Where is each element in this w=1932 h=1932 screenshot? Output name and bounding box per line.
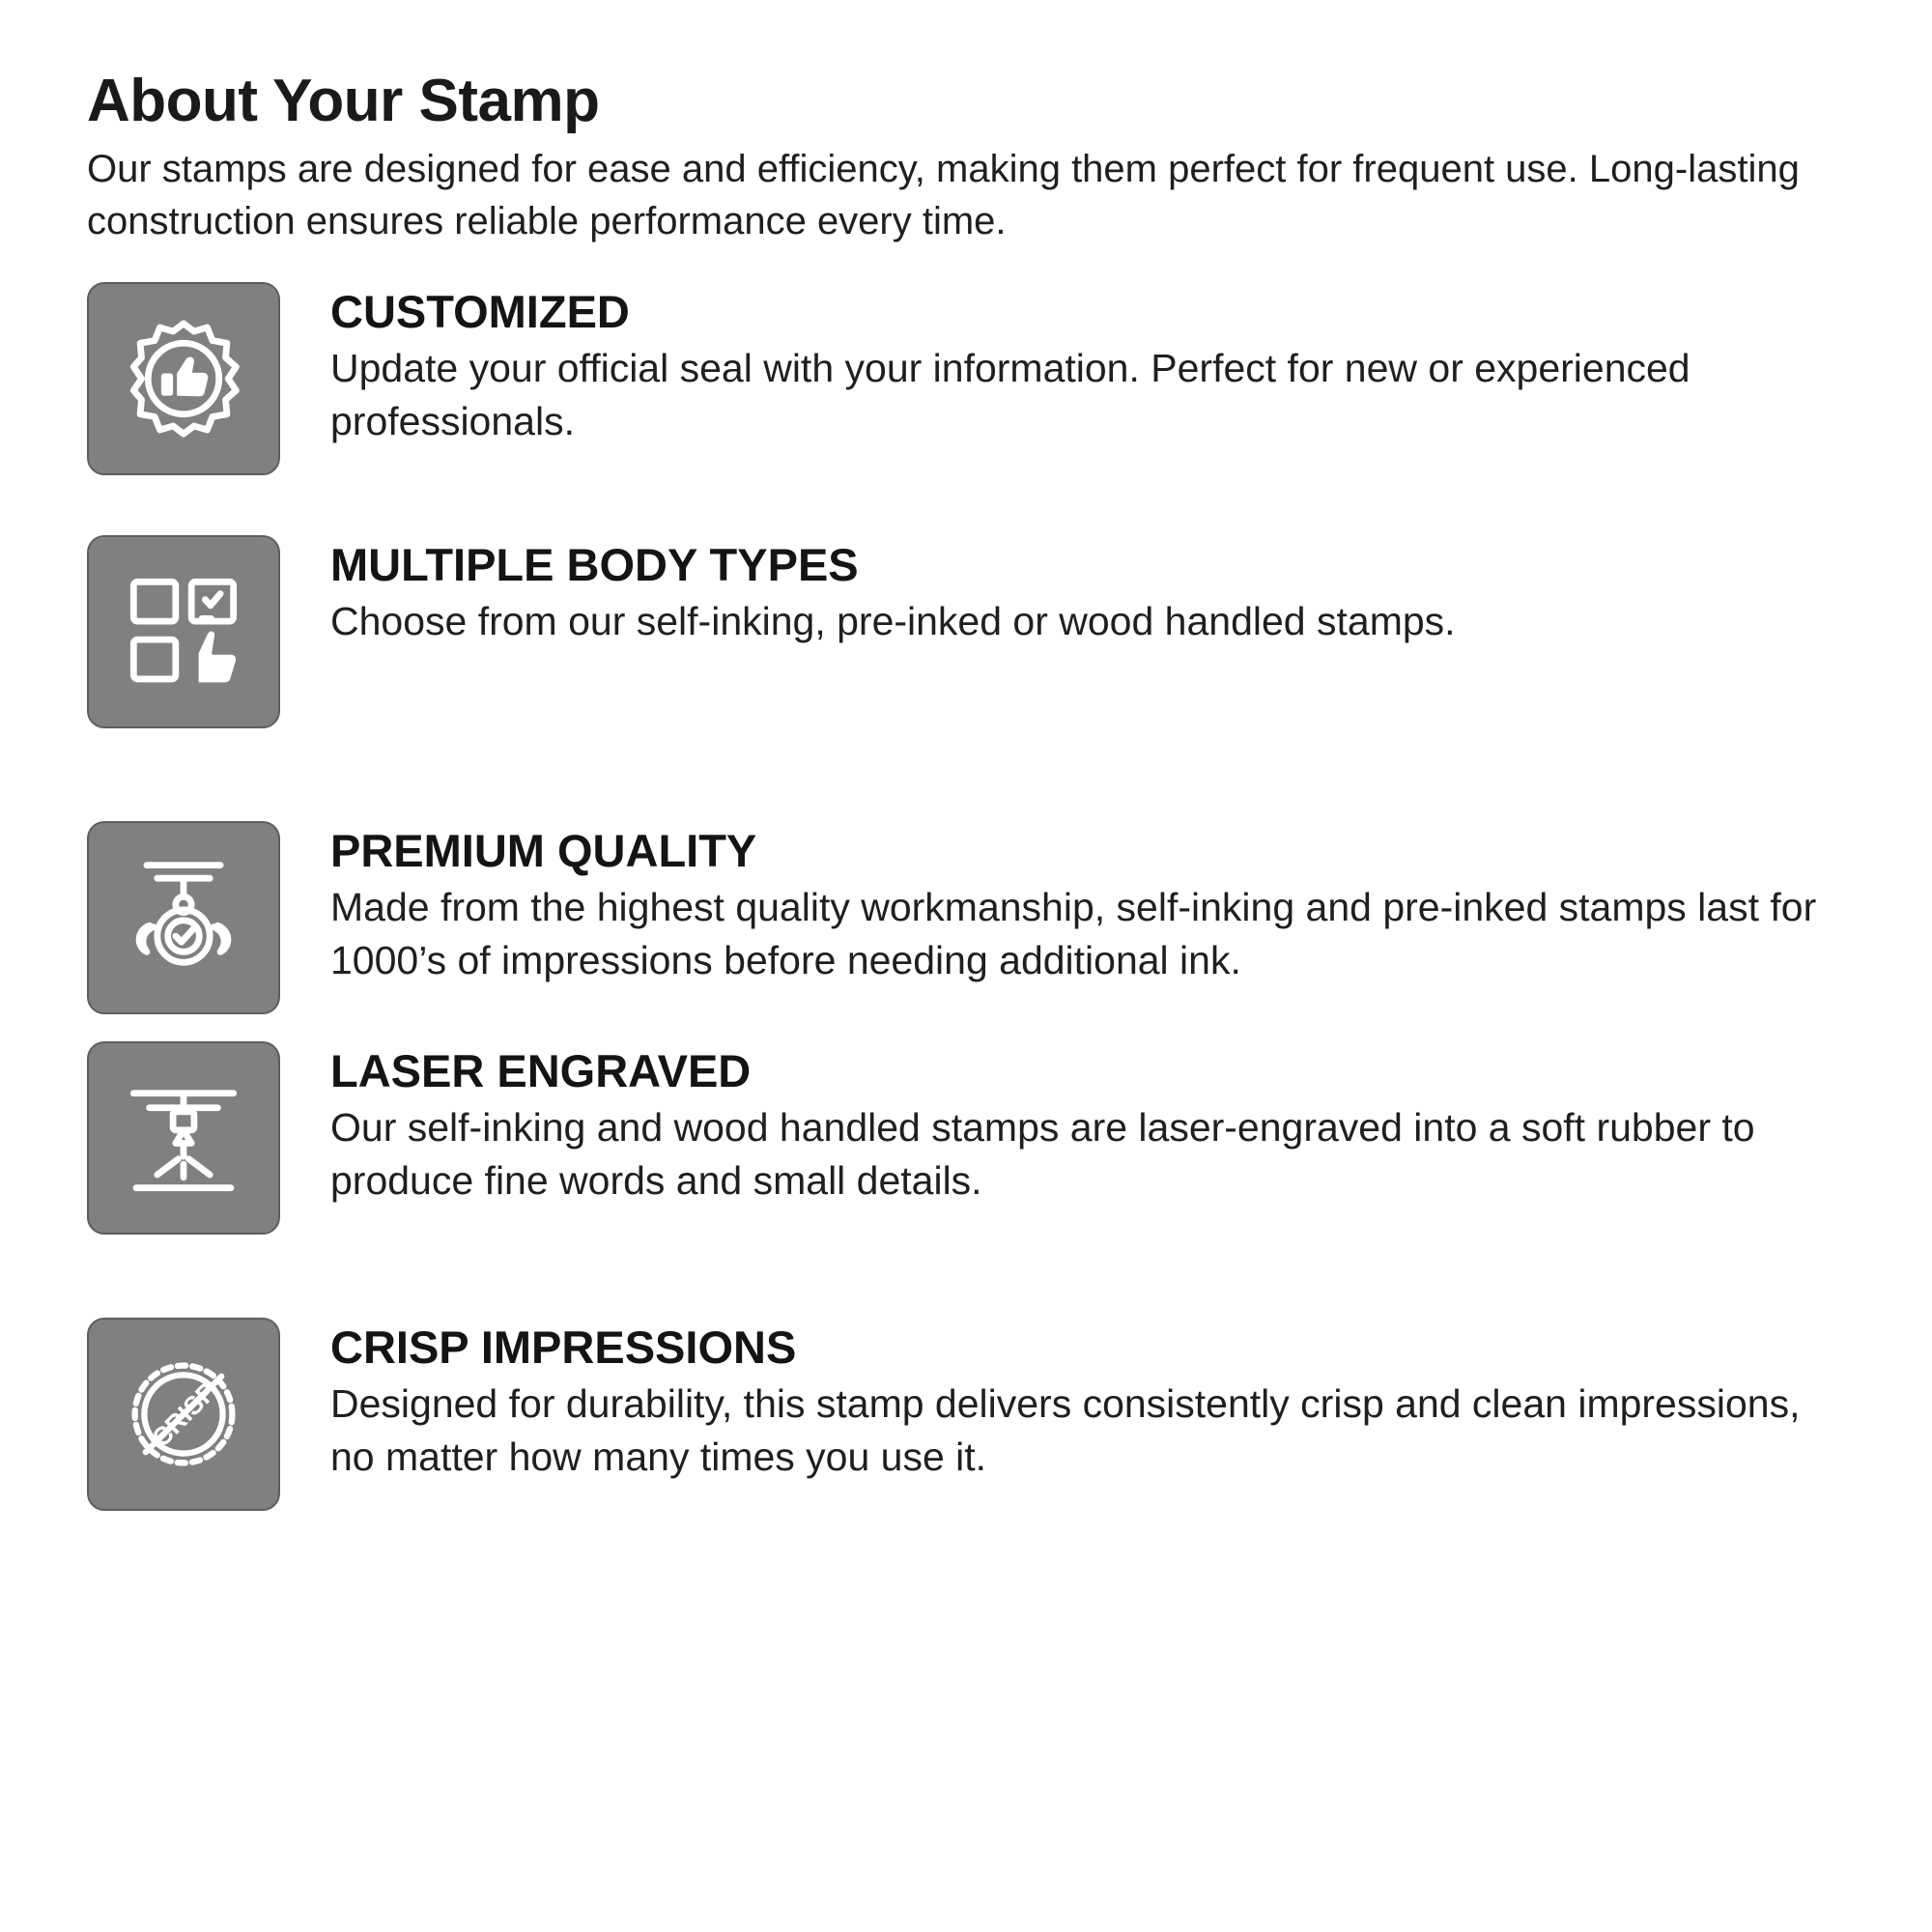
feature-title: PREMIUM QUALITY (330, 824, 757, 876)
svg-text:CRISP: CRISP (146, 1377, 222, 1453)
feature-title: CUSTOMIZED (330, 285, 630, 337)
feature-text (330, 821, 1855, 987)
feature-icon-box (87, 1318, 280, 1511)
feature-description: Choose from our self-inking, pre-inked or wood handled stamps. (330, 599, 1456, 644)
feature-icon-box (87, 535, 280, 728)
feature-icon-box (87, 282, 280, 475)
feature-item (87, 1318, 1855, 1511)
feature-text (330, 282, 1855, 448)
feature-description: Designed for durability, this stamp delivers consistently crisp and clean impressions, no matter how many times you use it. (330, 1381, 1801, 1480)
feature-list (87, 282, 1855, 1511)
body-types-selection-icon (118, 566, 249, 697)
feature-item (87, 282, 1855, 475)
feature-icon-box (87, 1041, 280, 1235)
feature-item (87, 1041, 1855, 1235)
feature-title: LASER ENGRAVED (330, 1044, 752, 1096)
intro-paragraph: Our stamps are designed for ease and efficiency, making them perfect for frequent use. Long-lasting construction ensures reliable performance every time. (87, 148, 1800, 242)
page-title: About Your Stamp (87, 68, 600, 134)
feature-text (330, 1318, 1855, 1484)
feature-description: Made from the highest quality workmanship, self-inking and pre-inked stamps last for 1000’s of impressions before needing additional ink. (330, 885, 1817, 983)
feature-text (330, 535, 1456, 648)
feature-item (87, 821, 1855, 1014)
feature-description: Our self-inking and wood handled stamps are laser-engraved into a soft rubber to produce fine words and small details. (330, 1105, 1755, 1204)
feature-item (87, 535, 1855, 728)
feature-title: MULTIPLE BODY TYPES (330, 538, 859, 590)
feature-description: Update your official seal with your information. Perfect for new or experienced professionals. (330, 346, 1690, 444)
feature-icon-box (87, 821, 280, 1014)
laser-engraver-icon (118, 1072, 249, 1204)
quality-award-check-icon (118, 852, 249, 983)
feature-title: CRISP IMPRESSIONS (330, 1321, 797, 1373)
crisp-stamp-impression-icon (116, 1347, 251, 1482)
thumbs-up-gear-icon (118, 313, 249, 444)
feature-text (330, 1041, 1855, 1208)
